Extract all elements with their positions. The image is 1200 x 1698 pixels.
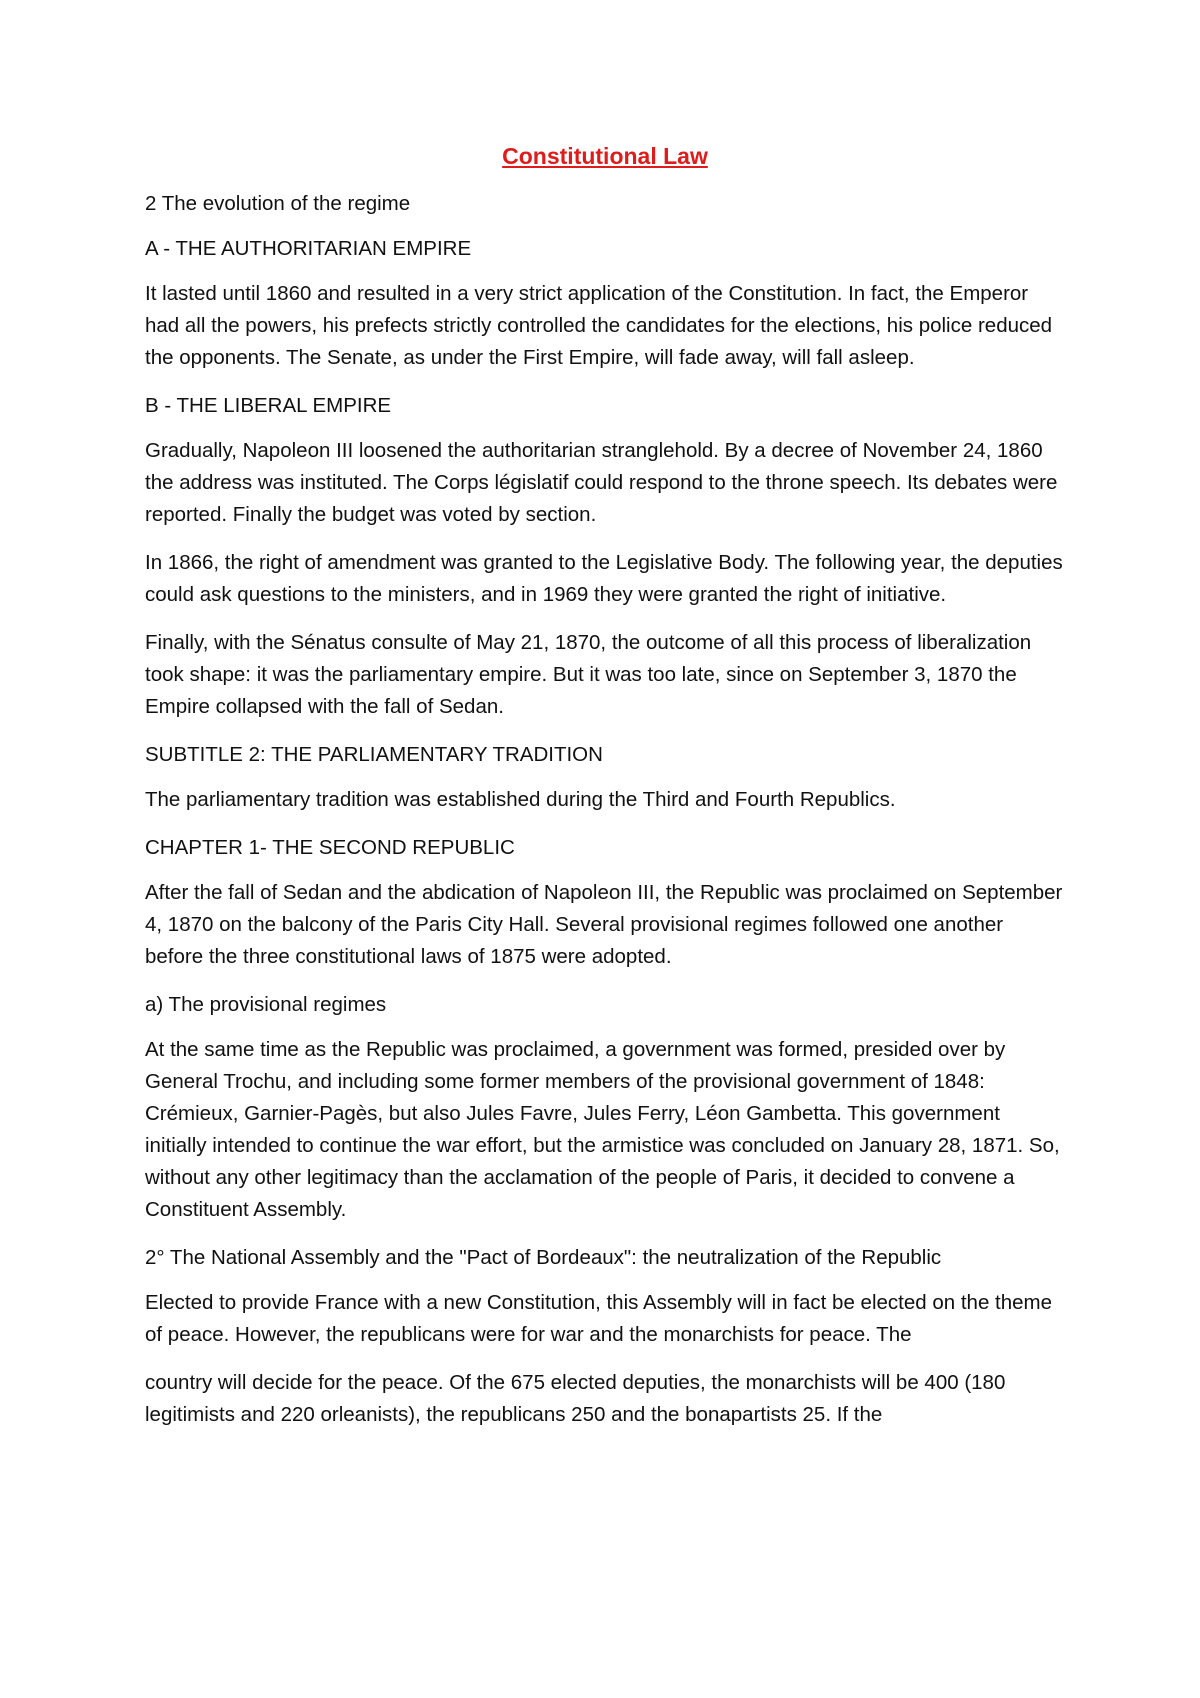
body-paragraph: Elected to provide France with a new Constitution, this Assembly will in fact be elected on the theme of peace. However, the republicans were for war and the monarchists for peace. The bbox=[145, 1291, 1053, 1346]
body-paragraph: At the same time as the Republic was proclaimed, a government was formed, presided over by General Trochu, and including some former members of the provisional government of 1848: Crémieux, Garnier-Pagès, but also Jules Favre, Jules Ferry, Léon Gambetta. This government initially intended to continue the war effort, but the armistice was concluded on January 28, 1871. So, without any other legitimacy than the acclamation of the people of Paris, it decided to convene a Constituent Assembly. bbox=[145, 1038, 1060, 1221]
body-paragraph: It lasted until 1860 and resulted in a very strict application of the Constitution. In fact, the Emperor had all the powers, his prefects strictly controlled the candidates for the elections, his police reduced the opponents. The Senate, as under the First Empire, will fade away, will fall asleep. bbox=[145, 282, 1053, 369]
document-body bbox=[145, 140, 1065, 1447]
section-heading: 2° The National Assembly and the "Pact of Bordeaux": the neutralization of the Republic bbox=[145, 1246, 942, 1269]
body-paragraph: Finally, with the Sénatus consulte of May 21, 1870, the outcome of all this process of liberalization took shape: it was the parliamentary empire. But it was too late, since on September 3, 1870 the Empire collapsed with the fall of Sedan. bbox=[145, 631, 1032, 718]
section-heading: A - THE AUTHORITARIAN EMPIRE bbox=[145, 237, 472, 260]
section-heading: B - THE LIBERAL EMPIRE bbox=[145, 394, 392, 417]
body-paragraph: The parliamentary tradition was established during the Third and Fourth Republics. bbox=[145, 788, 896, 811]
body-paragraph: Gradually, Napoleon III loosened the authoritarian stranglehold. By a decree of November 24, 1860 the address was instituted. The Corps législatif could respond to the throne speech. Its debates were reported. Finally the budget was voted by section. bbox=[145, 439, 1058, 526]
section-heading: 2 The evolution of the regime bbox=[145, 192, 411, 215]
body-paragraph: country will decide for the peace. Of the 675 elected deputies, the monarchists will be 400 (180 legitimists and 220 orleanists), the republicans 250 and the bonapartists 25. If the bbox=[145, 1371, 1006, 1426]
document-title: Constitutional Law bbox=[502, 143, 708, 169]
body-paragraph: In 1866, the right of amendment was granted to the Legislative Body. The following year, the deputies could ask questions to the ministers, and in 1969 they were granted the right of initiative. bbox=[145, 551, 1063, 606]
section-heading: CHAPTER 1- THE SECOND REPUBLIC bbox=[145, 836, 515, 859]
body-paragraph: After the fall of Sedan and the abdication of Napoleon III, the Republic was proclaimed on September 4, 1870 on the balcony of the Paris City Hall. Several provisional regimes followed one another before the three constitutional laws of 1875 were adopted. bbox=[145, 881, 1063, 968]
section-heading: SUBTITLE 2: THE PARLIAMENTARY TRADITION bbox=[145, 743, 603, 766]
section-heading: a) The provisional regimes bbox=[145, 993, 387, 1016]
